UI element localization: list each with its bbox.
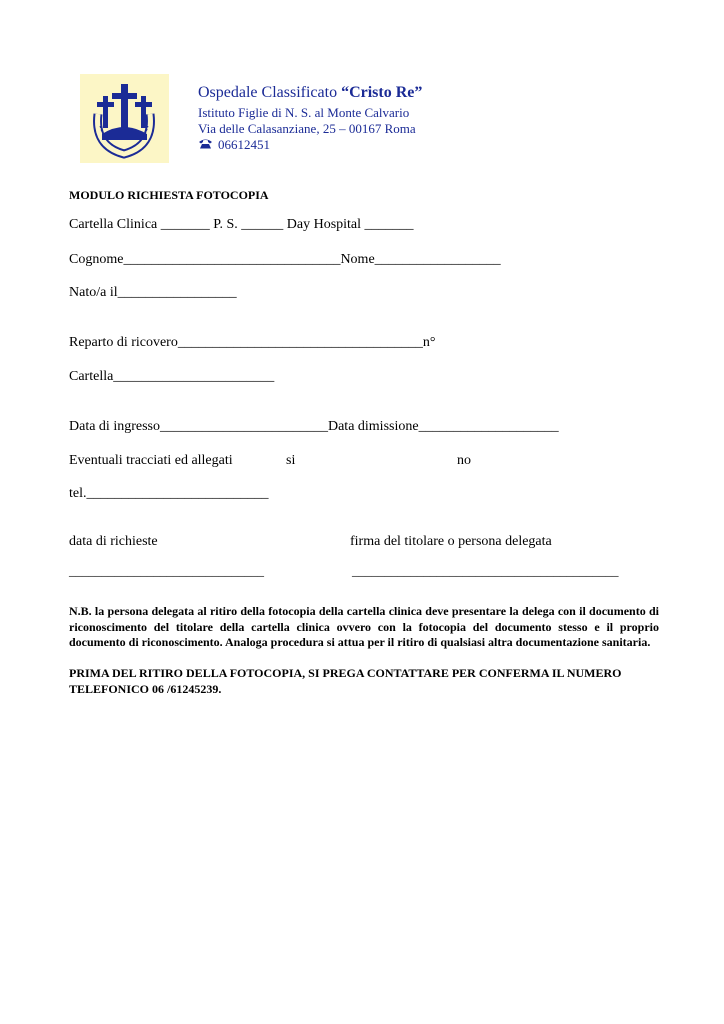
contact-notice: PRIMA DEL RITIRO DELLA FOTOCOPIA, SI PREGA CONTATTARE PER CONFERMA IL NUMERO TELEFONICO 06 /61245239. — [69, 666, 622, 696]
data-richieste-label: data di richieste — [69, 534, 158, 549]
hospital-logo — [80, 74, 169, 163]
hospital-name — [198, 84, 422, 102]
hospital-name-bold: “Cristo Re” — [341, 84, 423, 101]
field-date-ingresso-dimissione[interactable]: Data di ingresso________________________Data dimissione____________________ — [69, 419, 559, 434]
field-reparto[interactable]: Reparto di ricovero___________________________________n° — [69, 335, 436, 350]
tracciati-si-option[interactable]: si — [286, 453, 296, 468]
institute-name: Istituto Figlie di N. S. al Monte Calvario — [198, 105, 410, 120]
hospital-phone — [198, 137, 270, 153]
crosses-emblem-icon — [80, 74, 169, 163]
phone-number: 06612451 — [218, 137, 270, 152]
field-tel[interactable]: tel.__________________________ — [69, 486, 269, 501]
hospital-name-prefix: Ospedale Classificato — [198, 84, 342, 101]
telephone-icon — [198, 137, 214, 153]
firma-line[interactable]: _________________________________________ — [352, 563, 619, 578]
field-nato[interactable]: Nato/a il_________________ — [69, 285, 237, 300]
tracciati-no-option[interactable]: no — [457, 453, 471, 468]
firma-label: firma del titolare o persona delegata — [350, 534, 552, 549]
hospital-address: Via delle Calasanziane, 25 – 00167 Roma — [198, 121, 416, 136]
data-richieste-line[interactable]: ______________________________ — [69, 563, 264, 578]
nb-note: N.B. la persona delegata al ritiro della fotocopia della cartella clinica deve presentare la delega con il documento di riconoscimento del titolare della cartella clinica ovvero con la fotocopia del documento stesso e il proprio documento di riconoscimento. Analoga procedura si attua per il ritiro di qualsiasi altra documentazione sanitaria. — [69, 604, 659, 649]
field-cartella[interactable]: Cartella_______________________ — [69, 369, 275, 384]
tracciati-label: Eventuali tracciati ed allegati — [69, 453, 233, 468]
field-cartella-clinica[interactable]: Cartella Clinica _______ P. S. ______ Day Hospital _______ — [69, 217, 414, 232]
form-title: MODULO RICHIESTA FOTOCOPIA — [69, 188, 269, 202]
field-cognome-nome[interactable]: Cognome_______________________________Nome__________________ — [69, 252, 501, 267]
